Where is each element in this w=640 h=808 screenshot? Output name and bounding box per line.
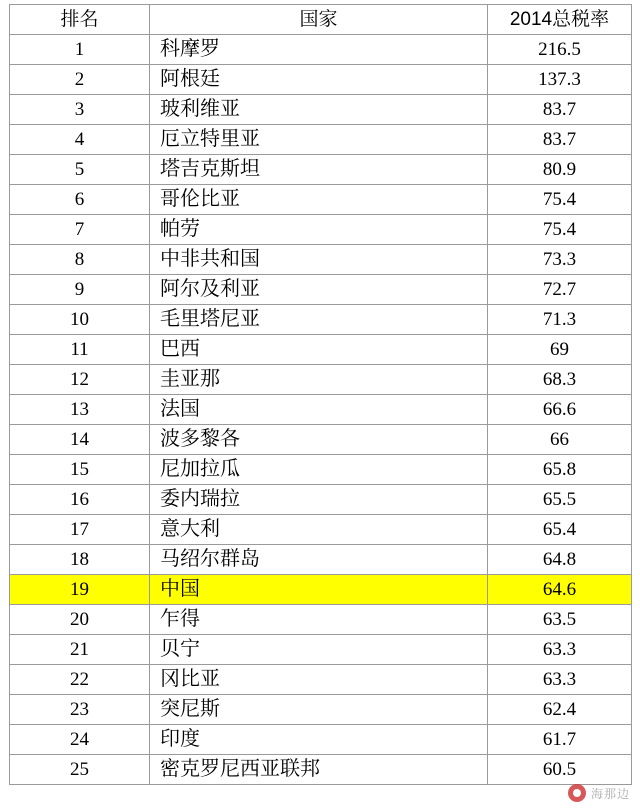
cell-rank: 14 bbox=[10, 425, 150, 455]
cell-rate: 60.5 bbox=[488, 755, 632, 785]
table-row bbox=[10, 635, 632, 665]
cell-country: 厄立特里亚 bbox=[150, 125, 488, 155]
table-row bbox=[10, 185, 632, 215]
cell-country: 印度 bbox=[150, 725, 488, 755]
table-row bbox=[10, 695, 632, 725]
column-header-rank: 排名 bbox=[10, 5, 150, 35]
table-row bbox=[10, 605, 632, 635]
cell-country: 塔吉克斯坦 bbox=[150, 155, 488, 185]
cell-rank: 3 bbox=[10, 95, 150, 125]
cell-rate: 71.3 bbox=[488, 305, 632, 335]
circle-logo-icon bbox=[568, 784, 586, 802]
cell-rank: 17 bbox=[10, 515, 150, 545]
cell-country: 玻利维亚 bbox=[150, 95, 488, 125]
table-row bbox=[10, 95, 632, 125]
table-row bbox=[10, 515, 632, 545]
column-header-country: 国家 bbox=[150, 5, 488, 35]
cell-rate: 75.4 bbox=[488, 215, 632, 245]
table-row bbox=[10, 215, 632, 245]
cell-rate: 66 bbox=[488, 425, 632, 455]
cell-rank: 1 bbox=[10, 35, 150, 65]
cell-rate: 61.7 bbox=[488, 725, 632, 755]
cell-country: 法国 bbox=[150, 395, 488, 425]
watermark bbox=[568, 784, 630, 802]
cell-rate: 216.5 bbox=[488, 35, 632, 65]
cell-rank: 5 bbox=[10, 155, 150, 185]
cell-rank: 16 bbox=[10, 485, 150, 515]
cell-rate: 75.4 bbox=[488, 185, 632, 215]
cell-country: 乍得 bbox=[150, 605, 488, 635]
table-row bbox=[10, 545, 632, 575]
cell-country: 帕劳 bbox=[150, 215, 488, 245]
cell-country: 圭亚那 bbox=[150, 365, 488, 395]
table-row bbox=[10, 665, 632, 695]
cell-rate: 63.3 bbox=[488, 665, 632, 695]
cell-country: 中非共和国 bbox=[150, 245, 488, 275]
cell-rank: 12 bbox=[10, 365, 150, 395]
cell-rate: 83.7 bbox=[488, 125, 632, 155]
column-header-rate: 2014总税率 bbox=[488, 5, 632, 35]
table-header bbox=[10, 5, 632, 35]
cell-rate: 69 bbox=[488, 335, 632, 365]
cell-rate: 64.8 bbox=[488, 545, 632, 575]
table-row bbox=[10, 245, 632, 275]
cell-rate: 63.5 bbox=[488, 605, 632, 635]
cell-rate: 80.9 bbox=[488, 155, 632, 185]
cell-rank: 13 bbox=[10, 395, 150, 425]
cell-rate: 64.6 bbox=[488, 575, 632, 605]
cell-rate: 65.8 bbox=[488, 455, 632, 485]
cell-country: 科摩罗 bbox=[150, 35, 488, 65]
cell-rate: 63.3 bbox=[488, 635, 632, 665]
cell-rate: 66.6 bbox=[488, 395, 632, 425]
table-row bbox=[10, 725, 632, 755]
cell-rank: 7 bbox=[10, 215, 150, 245]
cell-rank: 10 bbox=[10, 305, 150, 335]
table-row bbox=[10, 425, 632, 455]
cell-country: 委内瑞拉 bbox=[150, 485, 488, 515]
table-row bbox=[10, 305, 632, 335]
cell-rank: 15 bbox=[10, 455, 150, 485]
tax-rate-table bbox=[9, 4, 632, 785]
cell-rate: 62.4 bbox=[488, 695, 632, 725]
cell-country: 突尼斯 bbox=[150, 695, 488, 725]
table-row bbox=[10, 125, 632, 155]
cell-country: 贝宁 bbox=[150, 635, 488, 665]
table-row bbox=[10, 395, 632, 425]
table-row bbox=[10, 755, 632, 785]
table-row bbox=[10, 35, 632, 65]
table-row bbox=[10, 155, 632, 185]
cell-rank: 9 bbox=[10, 275, 150, 305]
cell-country: 毛里塔尼亚 bbox=[150, 305, 488, 335]
cell-rank: 19 bbox=[10, 575, 150, 605]
cell-rate: 68.3 bbox=[488, 365, 632, 395]
cell-rate: 65.4 bbox=[488, 515, 632, 545]
table-row bbox=[10, 365, 632, 395]
cell-rank: 24 bbox=[10, 725, 150, 755]
cell-country: 巴西 bbox=[150, 335, 488, 365]
table-row bbox=[10, 335, 632, 365]
cell-country: 冈比亚 bbox=[150, 665, 488, 695]
cell-rank: 23 bbox=[10, 695, 150, 725]
cell-rank: 4 bbox=[10, 125, 150, 155]
table-body bbox=[10, 35, 632, 785]
cell-country: 尼加拉瓜 bbox=[150, 455, 488, 485]
cell-country: 马绍尔群岛 bbox=[150, 545, 488, 575]
cell-country: 密克罗尼西亚联邦 bbox=[150, 755, 488, 785]
cell-rank: 2 bbox=[10, 65, 150, 95]
cell-country: 波多黎各 bbox=[150, 425, 488, 455]
table-row bbox=[10, 455, 632, 485]
cell-rank: 25 bbox=[10, 755, 150, 785]
table-row bbox=[10, 575, 632, 605]
cell-rate: 137.3 bbox=[488, 65, 632, 95]
table-row bbox=[10, 485, 632, 515]
cell-country: 阿尔及利亚 bbox=[150, 275, 488, 305]
table-row bbox=[10, 65, 632, 95]
cell-rate: 72.7 bbox=[488, 275, 632, 305]
cell-rank: 11 bbox=[10, 335, 150, 365]
cell-rate: 83.7 bbox=[488, 95, 632, 125]
cell-rank: 21 bbox=[10, 635, 150, 665]
cell-rank: 8 bbox=[10, 245, 150, 275]
cell-country: 哥伦比亚 bbox=[150, 185, 488, 215]
cell-rank: 6 bbox=[10, 185, 150, 215]
cell-rate: 73.3 bbox=[488, 245, 632, 275]
cell-rank: 20 bbox=[10, 605, 150, 635]
cell-country: 阿根廷 bbox=[150, 65, 488, 95]
cell-rank: 18 bbox=[10, 545, 150, 575]
table-header-row bbox=[10, 5, 632, 35]
cell-country: 意大利 bbox=[150, 515, 488, 545]
cell-rank: 22 bbox=[10, 665, 150, 695]
table-row bbox=[10, 275, 632, 305]
watermark-label: 海那边 bbox=[590, 786, 630, 801]
cell-country: 中国 bbox=[150, 575, 488, 605]
cell-rate: 65.5 bbox=[488, 485, 632, 515]
